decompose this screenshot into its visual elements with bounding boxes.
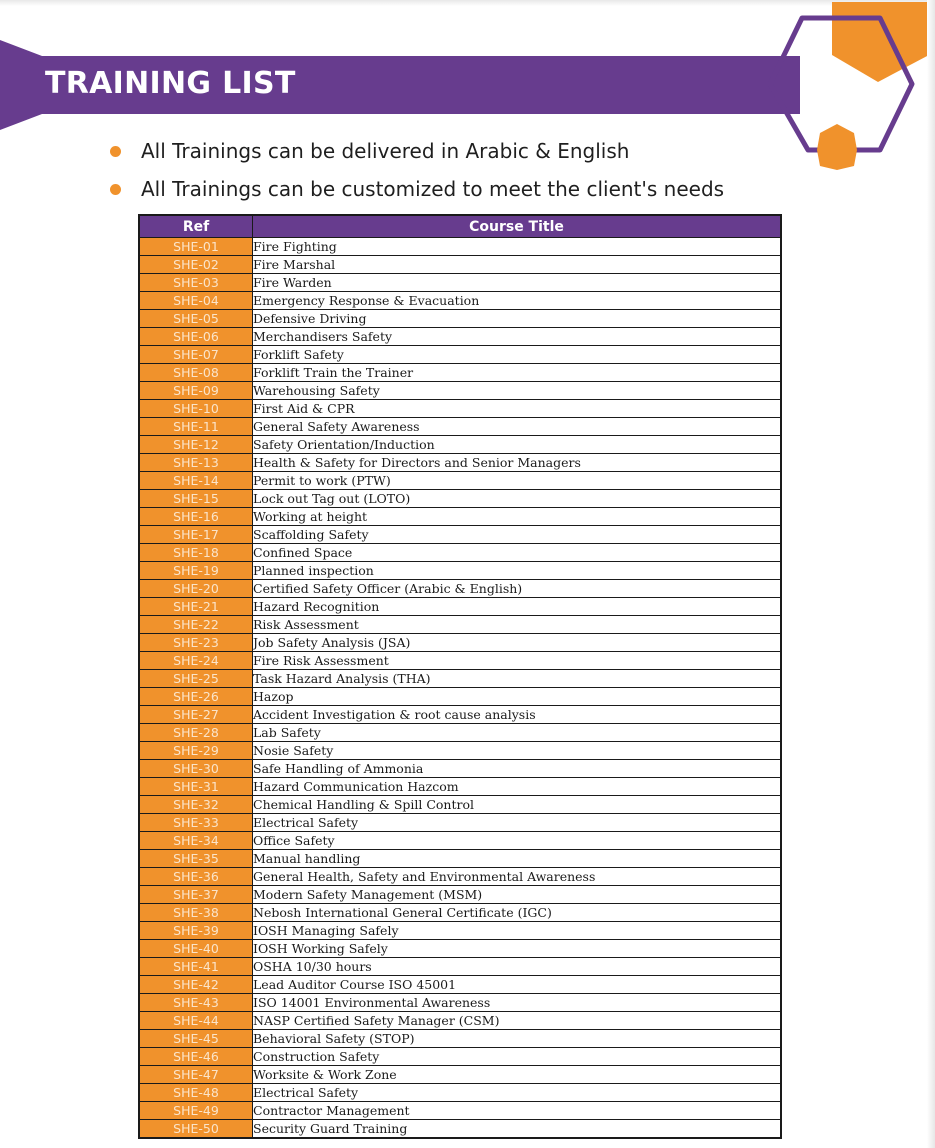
table-row	[139, 292, 781, 310]
bullet-list	[110, 132, 810, 208]
ref-cell: SHE-33	[139, 814, 253, 832]
table-row	[139, 508, 781, 526]
ref-cell: SHE-14	[139, 472, 253, 490]
course-title-cell: Behavioral Safety (STOP)	[253, 1030, 782, 1048]
table-row	[139, 400, 781, 418]
course-title-cell: Scaffolding Safety	[253, 526, 782, 544]
course-title-cell: Health & Safety for Directors and Senior Managers	[253, 454, 782, 472]
course-title-cell: Safe Handling of Ammonia	[253, 760, 782, 778]
table-row	[139, 814, 781, 832]
course-title-cell: Planned inspection	[253, 562, 782, 580]
table-row	[139, 940, 781, 958]
ref-cell: SHE-45	[139, 1030, 253, 1048]
table-row	[139, 490, 781, 508]
table-row	[139, 796, 781, 814]
table-row	[139, 1066, 781, 1084]
table-row	[139, 238, 781, 256]
course-title-cell: NASP Certified Safety Manager (CSM)	[253, 1012, 782, 1030]
course-title-cell: Warehousing Safety	[253, 382, 782, 400]
table-row	[139, 670, 781, 688]
ref-cell: SHE-41	[139, 958, 253, 976]
ref-cell: SHE-38	[139, 904, 253, 922]
course-title-cell: Electrical Safety	[253, 814, 782, 832]
course-title-cell: Security Guard Training	[253, 1120, 782, 1139]
ref-cell: SHE-08	[139, 364, 253, 382]
course-title-cell: Lab Safety	[253, 724, 782, 742]
table-row	[139, 886, 781, 904]
course-title-cell: Chemical Handling & Spill Control	[253, 796, 782, 814]
ref-cell: SHE-16	[139, 508, 253, 526]
ref-cell: SHE-10	[139, 400, 253, 418]
course-title-cell: IOSH Managing Safely	[253, 922, 782, 940]
table-row	[139, 742, 781, 760]
ref-cell: SHE-17	[139, 526, 253, 544]
ref-column-header: Ref	[139, 215, 253, 238]
course-title-cell: Merchandisers Safety	[253, 328, 782, 346]
course-title-cell: IOSH Working Safely	[253, 940, 782, 958]
course-title-cell: Lead Auditor Course ISO 45001	[253, 976, 782, 994]
course-title-cell: Office Safety	[253, 832, 782, 850]
course-title-cell: General Health, Safety and Environmental Awareness	[253, 868, 782, 886]
course-table-body	[139, 238, 781, 1139]
ref-cell: SHE-07	[139, 346, 253, 364]
course-title-cell: Forklift Safety	[253, 346, 782, 364]
course-title-cell: Worksite & Work Zone	[253, 1066, 782, 1084]
table-row	[139, 544, 781, 562]
table-row	[139, 1120, 781, 1139]
course-title-cell: Fire Marshal	[253, 256, 782, 274]
ref-cell: SHE-11	[139, 418, 253, 436]
ref-cell: SHE-35	[139, 850, 253, 868]
course-title-cell: Accident Investigation & root cause analysis	[253, 706, 782, 724]
ref-cell: SHE-46	[139, 1048, 253, 1066]
ref-cell: SHE-48	[139, 1084, 253, 1102]
table-row	[139, 688, 781, 706]
course-title-cell: Contractor Management	[253, 1102, 782, 1120]
table-row	[139, 364, 781, 382]
bullet-dot-icon	[110, 184, 121, 195]
table-row	[139, 598, 781, 616]
table-row	[139, 832, 781, 850]
table-row	[139, 310, 781, 328]
table-row	[139, 580, 781, 598]
course-title-cell: Nebosh International General Certificate (IGC)	[253, 904, 782, 922]
table-row	[139, 778, 781, 796]
ref-cell: SHE-49	[139, 1102, 253, 1120]
ref-cell: SHE-23	[139, 634, 253, 652]
ref-cell: SHE-36	[139, 868, 253, 886]
ref-cell: SHE-18	[139, 544, 253, 562]
course-title-cell: Hazop	[253, 688, 782, 706]
course-title-cell: Forklift Train the Trainer	[253, 364, 782, 382]
table-row	[139, 706, 781, 724]
course-title-cell: Fire Fighting	[253, 238, 782, 256]
course-title-cell: Certified Safety Officer (Arabic & English)	[253, 580, 782, 598]
bullet-text: All Trainings can be delivered in Arabic & English	[141, 139, 630, 163]
course-title-cell: Lock out Tag out (LOTO)	[253, 490, 782, 508]
ref-cell: SHE-05	[139, 310, 253, 328]
ref-cell: SHE-47	[139, 1066, 253, 1084]
table-row	[139, 1030, 781, 1048]
table-row	[139, 958, 781, 976]
table-row	[139, 382, 781, 400]
course-title-cell: Hazard Recognition	[253, 598, 782, 616]
table-row	[139, 346, 781, 364]
ref-cell: SHE-03	[139, 274, 253, 292]
course-title-cell: Task Hazard Analysis (THA)	[253, 670, 782, 688]
course-title-cell: Hazard Communication Hazcom	[253, 778, 782, 796]
course-title-cell: Fire Risk Assessment	[253, 652, 782, 670]
ref-cell: SHE-37	[139, 886, 253, 904]
course-title-cell: Manual handling	[253, 850, 782, 868]
table-row	[139, 994, 781, 1012]
ref-cell: SHE-09	[139, 382, 253, 400]
bullet-item	[110, 132, 810, 170]
course-title-cell: ISO 14001 Environmental Awareness	[253, 994, 782, 1012]
table-row	[139, 724, 781, 742]
ref-cell: SHE-32	[139, 796, 253, 814]
course-title-cell: Risk Assessment	[253, 616, 782, 634]
table-row	[139, 1048, 781, 1066]
ref-cell: SHE-40	[139, 940, 253, 958]
table-row	[139, 652, 781, 670]
ref-cell: SHE-39	[139, 922, 253, 940]
ref-cell: SHE-22	[139, 616, 253, 634]
table-row	[139, 1084, 781, 1102]
table-row	[139, 634, 781, 652]
bullet-item	[110, 170, 810, 208]
ref-cell: SHE-27	[139, 706, 253, 724]
course-title-cell: Emergency Response & Evacuation	[253, 292, 782, 310]
course-title-column-header: Course Title	[253, 215, 782, 238]
table-row	[139, 868, 781, 886]
course-title-cell: Electrical Safety	[253, 1084, 782, 1102]
ref-cell: SHE-31	[139, 778, 253, 796]
ref-cell: SHE-34	[139, 832, 253, 850]
table-row	[139, 454, 781, 472]
table-header-row	[139, 215, 781, 238]
ref-cell: SHE-21	[139, 598, 253, 616]
table-row	[139, 850, 781, 868]
course-title-cell: Permit to work (PTW)	[253, 472, 782, 490]
table-row	[139, 1012, 781, 1030]
table-row	[139, 922, 781, 940]
course-title-cell: Modern Safety Management (MSM)	[253, 886, 782, 904]
course-title-cell: Confined Space	[253, 544, 782, 562]
table-row	[139, 274, 781, 292]
course-title-cell: Defensive Driving	[253, 310, 782, 328]
table-row	[139, 760, 781, 778]
ref-cell: SHE-04	[139, 292, 253, 310]
course-title-cell: OSHA 10/30 hours	[253, 958, 782, 976]
ref-cell: SHE-12	[139, 436, 253, 454]
course-title-cell: Job Safety Analysis (JSA)	[253, 634, 782, 652]
ref-cell: SHE-13	[139, 454, 253, 472]
ref-cell: SHE-01	[139, 238, 253, 256]
course-title-cell: Fire Warden	[253, 274, 782, 292]
ref-cell: SHE-42	[139, 976, 253, 994]
ref-cell: SHE-24	[139, 652, 253, 670]
table-row	[139, 472, 781, 490]
right-page-edge	[927, 0, 935, 1148]
table-row	[139, 328, 781, 346]
table-row	[139, 616, 781, 634]
course-title-cell: Construction Safety	[253, 1048, 782, 1066]
ref-cell: SHE-43	[139, 994, 253, 1012]
table-row	[139, 1102, 781, 1120]
ref-cell: SHE-44	[139, 1012, 253, 1030]
course-table	[138, 214, 782, 1139]
bullet-dot-icon	[110, 146, 121, 157]
ref-cell: SHE-06	[139, 328, 253, 346]
ref-cell: SHE-25	[139, 670, 253, 688]
course-title-cell: General Safety Awareness	[253, 418, 782, 436]
ref-cell: SHE-15	[139, 490, 253, 508]
page-title: TRAINING LIST	[45, 66, 296, 101]
ref-cell: SHE-28	[139, 724, 253, 742]
ref-cell: SHE-30	[139, 760, 253, 778]
table-row	[139, 904, 781, 922]
table-row	[139, 418, 781, 436]
ref-cell: SHE-50	[139, 1120, 253, 1139]
table-row	[139, 526, 781, 544]
ref-cell: SHE-26	[139, 688, 253, 706]
table-row	[139, 976, 781, 994]
table-row	[139, 256, 781, 274]
table-row	[139, 436, 781, 454]
course-title-cell: Nosie Safety	[253, 742, 782, 760]
ref-cell: SHE-19	[139, 562, 253, 580]
ref-cell: SHE-29	[139, 742, 253, 760]
ref-cell: SHE-02	[139, 256, 253, 274]
course-title-cell: Safety Orientation/Induction	[253, 436, 782, 454]
course-title-cell: First Aid & CPR	[253, 400, 782, 418]
bullet-text: All Trainings can be customized to meet the client's needs	[141, 177, 725, 201]
table-row	[139, 562, 781, 580]
ref-cell: SHE-20	[139, 580, 253, 598]
course-title-cell: Working at height	[253, 508, 782, 526]
